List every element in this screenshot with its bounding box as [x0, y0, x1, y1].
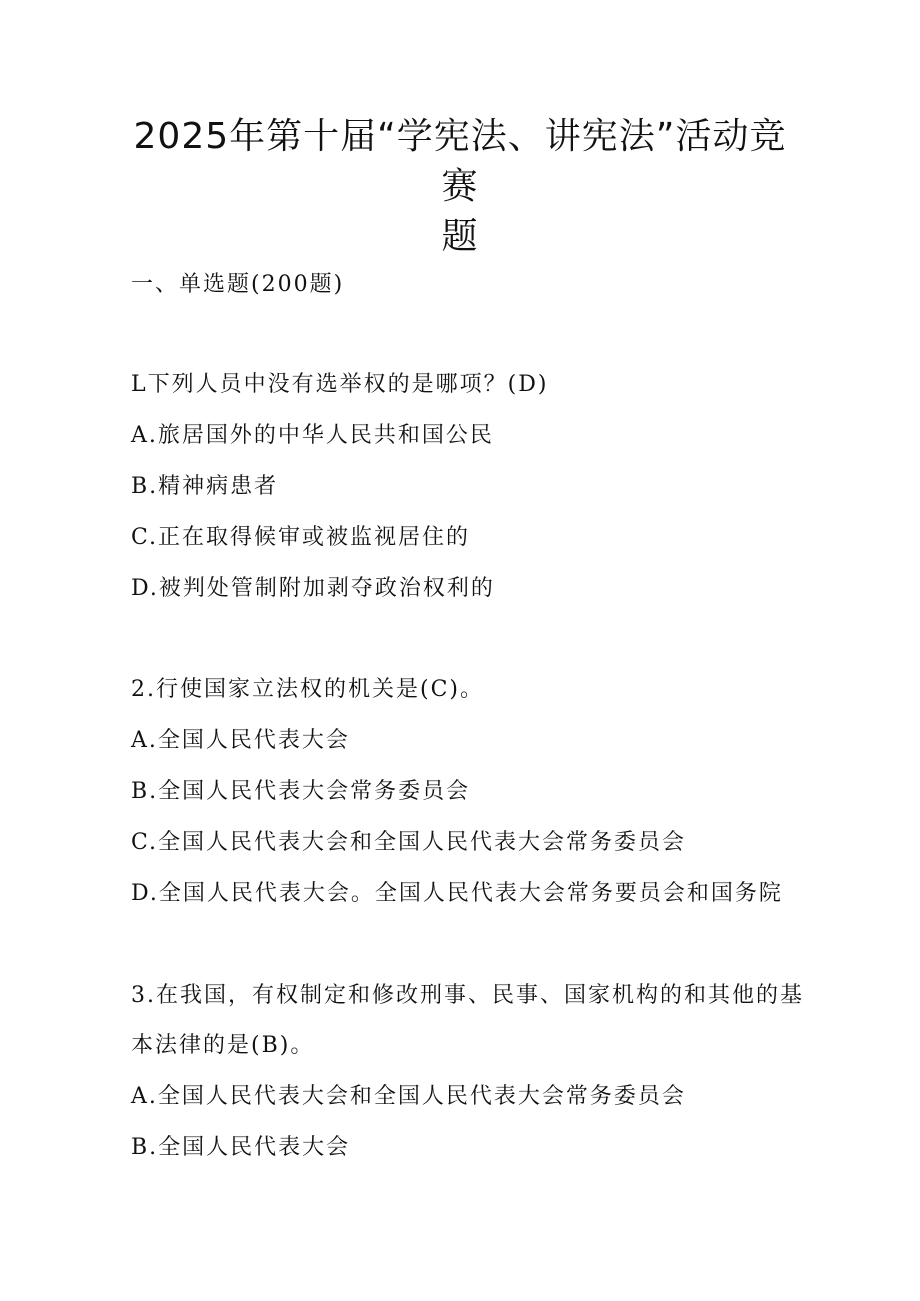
question-2-option-b: B.全国人民代表大会常务委员会 [131, 779, 471, 804]
question-3-stem-line-2: 本法律的是(B)。 [131, 1033, 315, 1058]
question-2-option-c: C.全国人民代表大会和全国人民代表大会常务委员会 [131, 830, 687, 855]
question-1-option-a: A.旅居国外的中华人民共和国公民 [131, 423, 494, 448]
document-title [120, 112, 800, 262]
question-3-option-b: B.全国人民代表大会 [131, 1135, 351, 1160]
question-1-option-c: C.正在取得候审或被监视居住的 [131, 525, 471, 550]
question-1-option-b: B.精神病患者 [131, 474, 279, 499]
question-2-option-a: A.全国人民代表大会 [131, 728, 350, 753]
question-3-option-a: A.全国人民代表大会和全国人民代表大会常务委员会 [131, 1084, 686, 1109]
question-2-stem: 2.行使国家立法权的机关是(C)。 [131, 677, 484, 702]
question-1-stem: L下列人员中没有选举权的是哪项？(D) [131, 372, 549, 397]
title-line-1: 2025年第十届“学宪法、讲宪法”活动竞赛 [133, 116, 787, 207]
question-2-option-d: D.全国人民代表大会。全国人民代表大会常务要员会和国务院 [131, 881, 783, 906]
title-line-2: 题 [441, 216, 479, 257]
question-3-stem-line-1: 3.在我国，有权制定和修改刑事、民事、国家机构的和其他的基 [131, 983, 804, 1008]
section-heading: 一、单选题(200题) [131, 272, 345, 297]
question-1-option-d: D.被判处管制附加剥夺政治权利的 [131, 576, 495, 601]
